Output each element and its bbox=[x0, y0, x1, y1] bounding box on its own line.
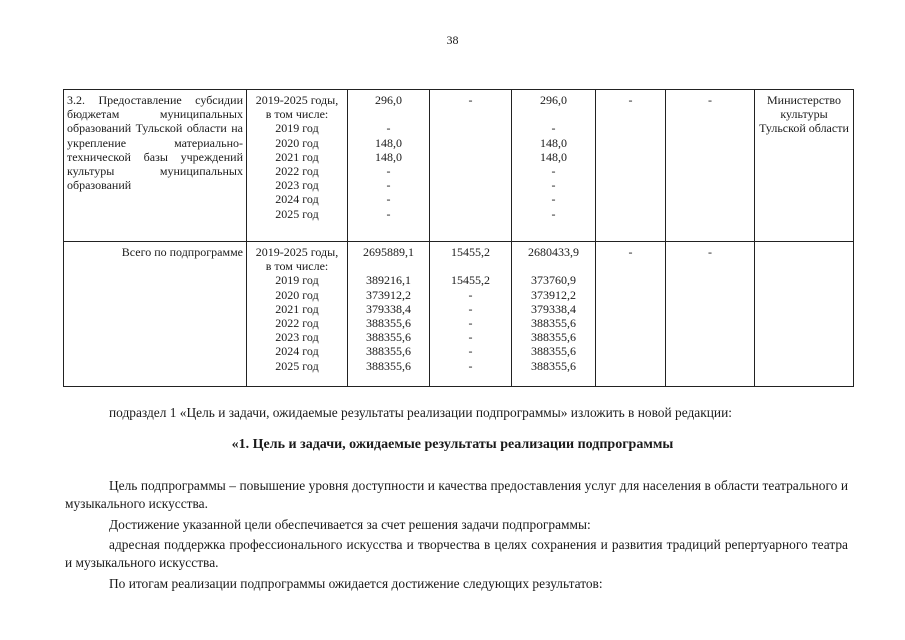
cell-line: 2019 год bbox=[275, 121, 319, 136]
table-row-measure bbox=[64, 90, 854, 242]
cell-line: 2024 год bbox=[275, 344, 319, 359]
cell-line: 388355,6 bbox=[366, 344, 411, 359]
cell-line: - bbox=[708, 93, 712, 107]
cell-line: - bbox=[468, 344, 473, 359]
period-cell bbox=[247, 242, 348, 387]
cell-line: 2680433,9 bbox=[528, 245, 579, 259]
cell-line: - bbox=[551, 192, 556, 207]
cell-line: 373760,9 bbox=[531, 273, 576, 288]
cell-line: 2020 год bbox=[275, 287, 319, 302]
cell-line bbox=[514, 107, 593, 121]
total-amount-cell bbox=[348, 90, 430, 242]
cell-line: 2022 год bbox=[275, 315, 319, 330]
cell-line: 2025 год bbox=[275, 206, 319, 221]
local-amount-cell bbox=[596, 90, 666, 242]
cell-line bbox=[514, 259, 593, 273]
cell-line: 388355,6 bbox=[366, 358, 411, 373]
cell-line: - bbox=[551, 121, 556, 136]
cell-line: 148,0 bbox=[540, 135, 567, 150]
cell-line: 296,0 bbox=[375, 93, 402, 107]
cell-line: - bbox=[386, 163, 391, 178]
cell-line: 2023 год bbox=[275, 330, 319, 345]
cell-line bbox=[432, 259, 509, 273]
cell-line: - bbox=[628, 93, 633, 107]
federal-amount-cell bbox=[430, 242, 512, 387]
period-cell bbox=[247, 90, 348, 242]
cell-line: - bbox=[551, 178, 556, 193]
cell-line: 15455,2 bbox=[451, 245, 490, 259]
cell-line: 148,0 bbox=[375, 149, 402, 164]
paragraph-goal: Цель подпрограммы – повышение уровня доступности и качества предоставления услуг для населения в области театрального и музыкального искусства. bbox=[65, 478, 848, 511]
cell-line: 2023 год bbox=[275, 178, 319, 193]
subprogram-total-label: Всего по подпрограмме bbox=[64, 242, 247, 387]
cell-line: 379338,4 bbox=[531, 301, 576, 316]
cell-line: 2695889,1 bbox=[363, 245, 414, 259]
cell-line: - bbox=[386, 192, 391, 207]
measure-name-cell: 3.2. Предоставление субсидии бюджетам муниципальных образований Тульской области на укрепление материально-технической базы учреждений культуры муниципальных образований bbox=[64, 90, 247, 242]
cell-line: 373912,2 bbox=[531, 287, 576, 302]
budget-table bbox=[63, 89, 854, 387]
cell-line: 2020 год bbox=[275, 135, 319, 150]
cell-line: 2019-2025 годы, bbox=[255, 93, 339, 107]
cell-line: - bbox=[386, 178, 391, 193]
cell-line: 379338,4 bbox=[366, 301, 411, 316]
federal-amount-cell bbox=[430, 90, 512, 242]
section-heading: «1. Цель и задачи, ожидаемые результаты реализации подпрограммы bbox=[231, 437, 674, 452]
cell-line: 2022 год bbox=[275, 163, 319, 178]
cell-line: - bbox=[468, 301, 473, 316]
cell-line: - bbox=[708, 245, 712, 259]
cell-line: 148,0 bbox=[375, 135, 402, 150]
cell-line: - bbox=[551, 163, 556, 178]
cell-line: - bbox=[386, 206, 391, 221]
cell-line: 389216,1 bbox=[366, 273, 411, 288]
paragraph-task: адресная поддержка профессионального искусства и творчества в целях сохранения и развития традиций репертуарного театра и музыкального искусства. bbox=[65, 537, 848, 570]
cell-line: 148,0 bbox=[540, 149, 567, 164]
page-number: 38 bbox=[446, 33, 459, 47]
regional-amount-cell bbox=[512, 242, 596, 387]
cell-line: 388355,6 bbox=[531, 330, 576, 345]
cell-line: 2019 год bbox=[275, 273, 319, 288]
cell-line: в том числе: bbox=[265, 107, 329, 122]
cell-line: - bbox=[386, 121, 391, 136]
cell-line: 296,0 bbox=[540, 93, 567, 107]
paragraph-achievement: Достижение указанной цели обеспечивается за счет решения задачи подпрограммы: bbox=[109, 517, 591, 532]
cell-line: 2019-2025 годы, bbox=[255, 245, 339, 259]
cell-line: 2021 год bbox=[275, 301, 319, 316]
cell-line: - bbox=[468, 287, 473, 302]
extra-amount-cell bbox=[666, 242, 755, 387]
cell-line: 388355,6 bbox=[531, 358, 576, 373]
cell-line: 2021 год bbox=[275, 149, 319, 164]
executor-cell bbox=[755, 242, 854, 387]
cell-line: 2024 год bbox=[275, 192, 319, 207]
cell-line: - bbox=[468, 315, 473, 330]
cell-line: 388355,6 bbox=[366, 330, 411, 345]
paragraph-results: По итогам реализации подпрограммы ожидается достижение следующих результатов: bbox=[109, 576, 603, 591]
cell-line: 388355,6 bbox=[531, 315, 576, 330]
table-row-total bbox=[64, 242, 854, 387]
cell-line: 373912,2 bbox=[366, 287, 411, 302]
cell-line: - bbox=[628, 245, 633, 259]
cell-line: в том числе: bbox=[265, 259, 329, 274]
cell-line: - bbox=[551, 206, 556, 221]
cell-line: 388355,6 bbox=[366, 315, 411, 330]
cell-line: - bbox=[468, 93, 473, 107]
executor-cell: Министерство культуры Тульской области bbox=[755, 90, 854, 242]
cell-line: 388355,6 bbox=[531, 344, 576, 359]
total-amount-cell bbox=[348, 242, 430, 387]
intro-paragraph: подраздел 1 «Цель и задачи, ожидаемые результаты реализации подпрограммы» изложить в новой редакции: bbox=[109, 405, 732, 420]
cell-line: 2025 год bbox=[275, 358, 319, 373]
regional-amount-cell bbox=[512, 90, 596, 242]
local-amount-cell bbox=[596, 242, 666, 387]
cell-line: - bbox=[468, 358, 473, 373]
cell-line: 15455,2 bbox=[451, 273, 490, 288]
cell-line: - bbox=[468, 330, 473, 345]
cell-line bbox=[350, 107, 427, 121]
extra-amount-cell bbox=[666, 90, 755, 242]
cell-line bbox=[350, 259, 427, 273]
